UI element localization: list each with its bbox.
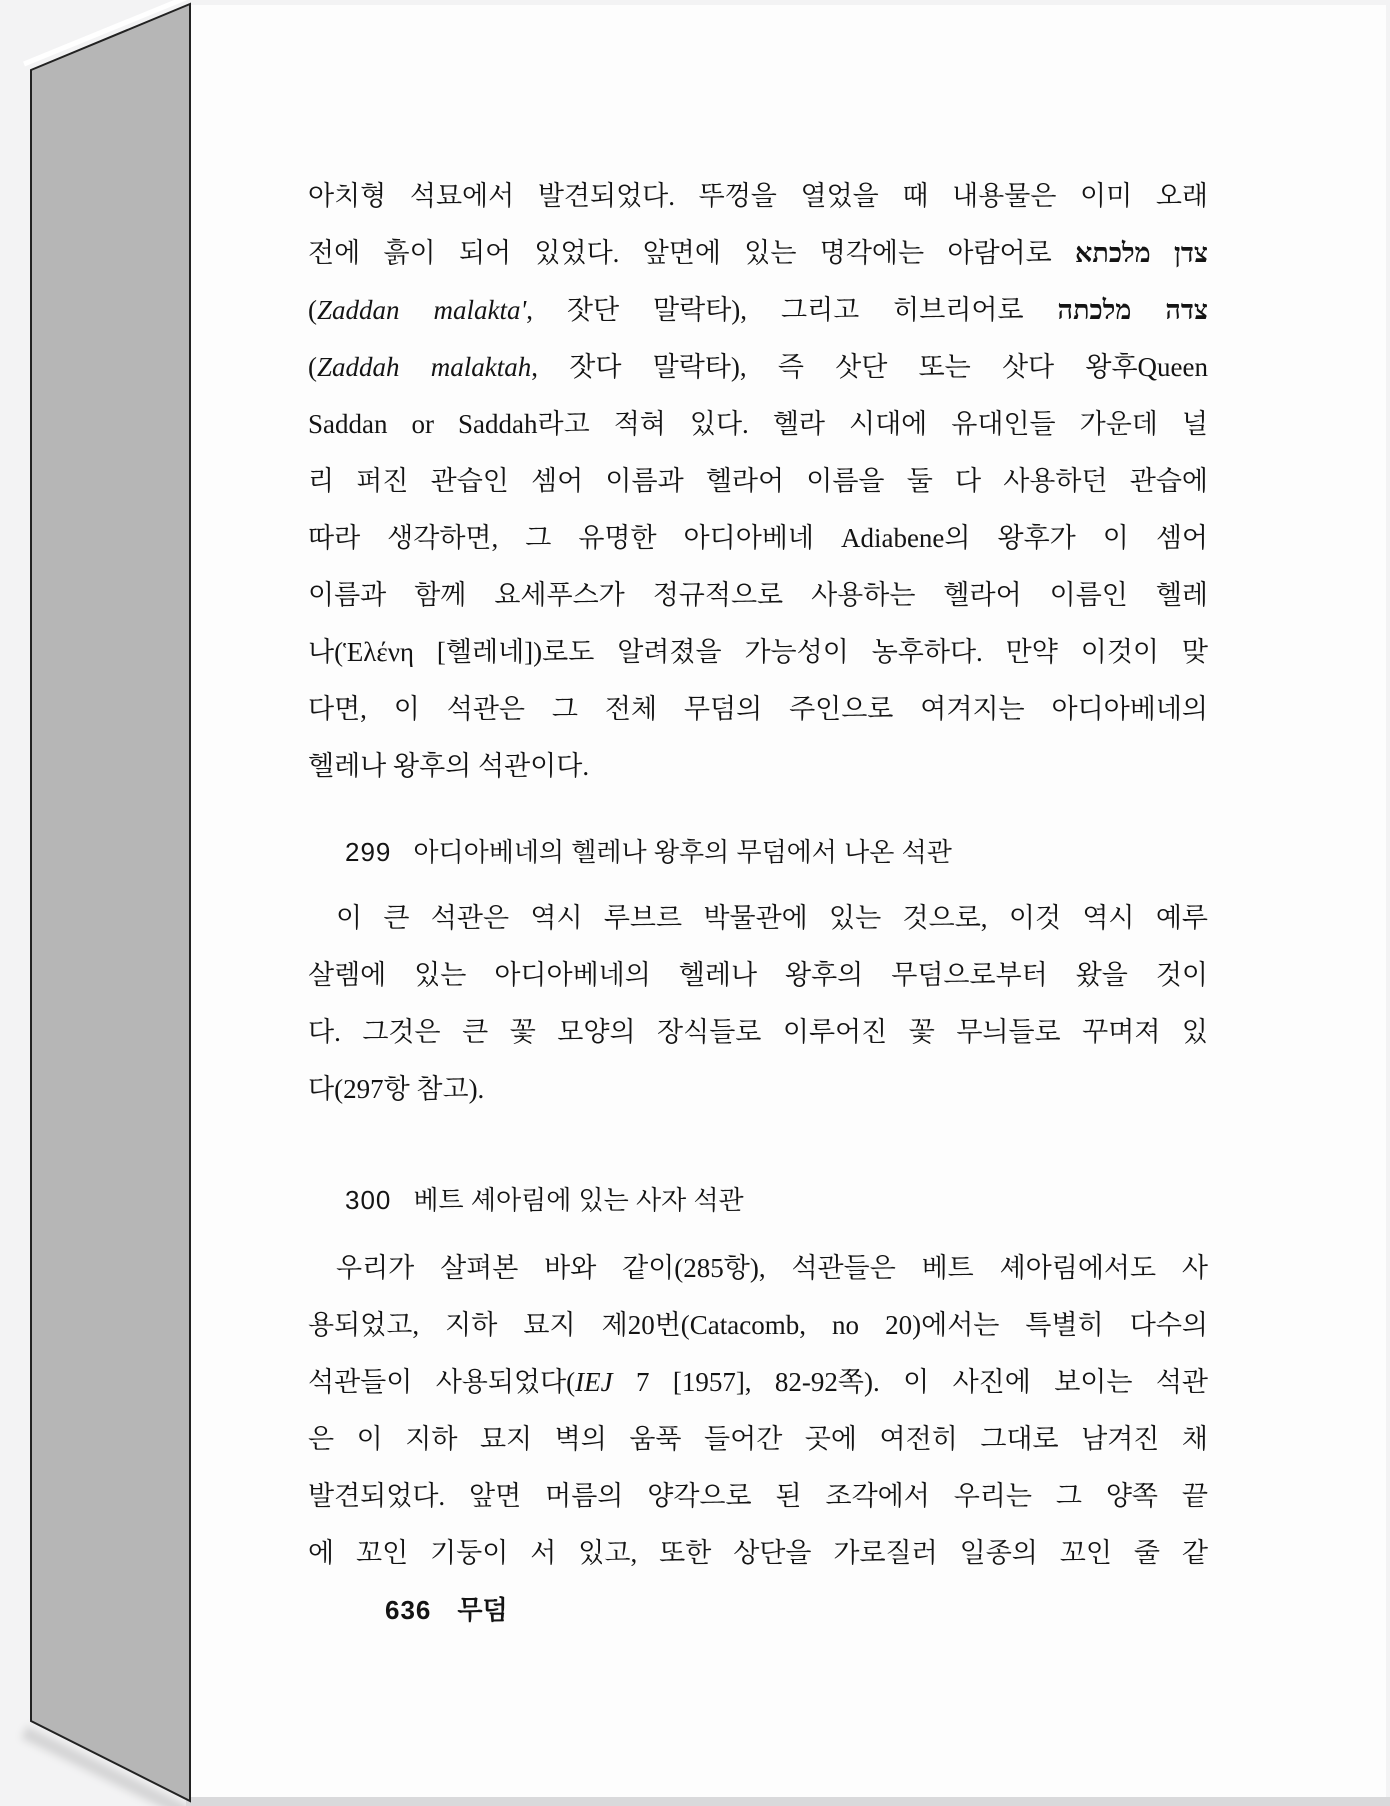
text-line: (Zaddah malaktah, 잣다 말락타), 즉 삿단 또는 삿다 왕후Queen xyxy=(308,352,1208,382)
section-title: 베트 셰아림에 있는 사자 석관 xyxy=(413,1185,744,1215)
section-heading-299 xyxy=(345,832,1205,872)
text-line: 에 꼬인 기둥이 서 있고, 또한 상단을 가로질러 일종의 꼬인 줄 같 xyxy=(308,1538,1208,1568)
text-line: 다. 그것은 큰 꽃 모양의 장식들로 이루어진 꽃 무늬들로 꾸며져 있 xyxy=(308,1017,1208,1047)
section-number: 300 xyxy=(345,1185,392,1215)
book-spine-panel xyxy=(31,4,190,1801)
text-line: 살렘에 있는 아디아베네의 헬레나 왕후의 무덤으로부터 왔을 것이 xyxy=(308,960,1208,990)
text-line: 발견되었다. 앞면 머름의 양각으로 된 조각에서 우리는 그 양쪽 끝 xyxy=(308,1481,1208,1511)
page-bottom-edge xyxy=(186,1797,1390,1806)
text-line: 용되었고, 지하 묘지 제20번(Catacomb, no 20)에서는 특별히 다수의 xyxy=(308,1310,1208,1340)
text-line: 나(Ἑλένη [헬레네])로도 알려졌을 가능성이 농후하다. 만약 이것이 맞 xyxy=(308,637,1208,667)
text-line: 은 이 지하 묘지 벽의 움푹 들어간 곳에 여전히 그대로 남겨진 채 xyxy=(308,1424,1208,1454)
text-line: 다(297항 참고). xyxy=(308,1074,485,1104)
section-heading-300 xyxy=(345,1180,1205,1220)
section-title: 아디아베네의 헬레나 왕후의 무덤에서 나온 석관 xyxy=(413,837,952,867)
section-number: 299 xyxy=(345,837,392,867)
paragraph-300 xyxy=(308,1240,1208,1582)
text-line: 전에 흙이 되어 있었다. 앞면에 있는 명각에는 아람어로 צדן מלכתא xyxy=(308,238,1208,268)
text-line: 헬레나 왕후의 석관이다. xyxy=(308,751,590,781)
page-number: 636 xyxy=(385,1595,432,1625)
page-footer xyxy=(385,1592,508,1628)
paragraph-continued xyxy=(308,168,1208,795)
text-line: 석관들이 사용되었다(IEJ 7 [1957], 82-92쪽). 이 사진에 보이는 석관 xyxy=(308,1367,1208,1397)
text-line: 우리가 살펴본 바와 같이(285항), 석관들은 베트 셰아림에서도 사 xyxy=(336,1253,1208,1283)
text-line: 아치형 석묘에서 발견되었다. 뚜껑을 열었을 때 내용물은 이미 오래 xyxy=(308,181,1208,211)
text-line: 이름과 함께 요세푸스가 정규적으로 사용하는 헬라어 이름인 헬레 xyxy=(308,580,1208,610)
text-line: 다면, 이 석관은 그 전체 무덤의 주인으로 여겨지는 아디아베네의 xyxy=(308,694,1208,724)
text-line: 따라 생각하면, 그 유명한 아디아베네 Adiabene의 왕후가 이 셈어 xyxy=(308,523,1208,553)
text-line: (Zaddan malakta', 잣단 말락타), 그리고 히브리어로 צדה מלכתה xyxy=(308,295,1208,325)
text-line: Saddan or Saddah라고 적혀 있다. 헬라 시대에 유대인들 가운데 널 xyxy=(308,409,1208,439)
footer-section-title: 무덤 xyxy=(457,1595,508,1625)
text-line: 리 퍼진 관습인 셈어 이름과 헬라어 이름을 둘 다 사용하던 관습에 xyxy=(308,466,1208,496)
paragraph-299 xyxy=(308,890,1208,1118)
text-line: 이 큰 석관은 역시 루브르 박물관에 있는 것으로, 이것 역시 예루 xyxy=(336,903,1208,933)
